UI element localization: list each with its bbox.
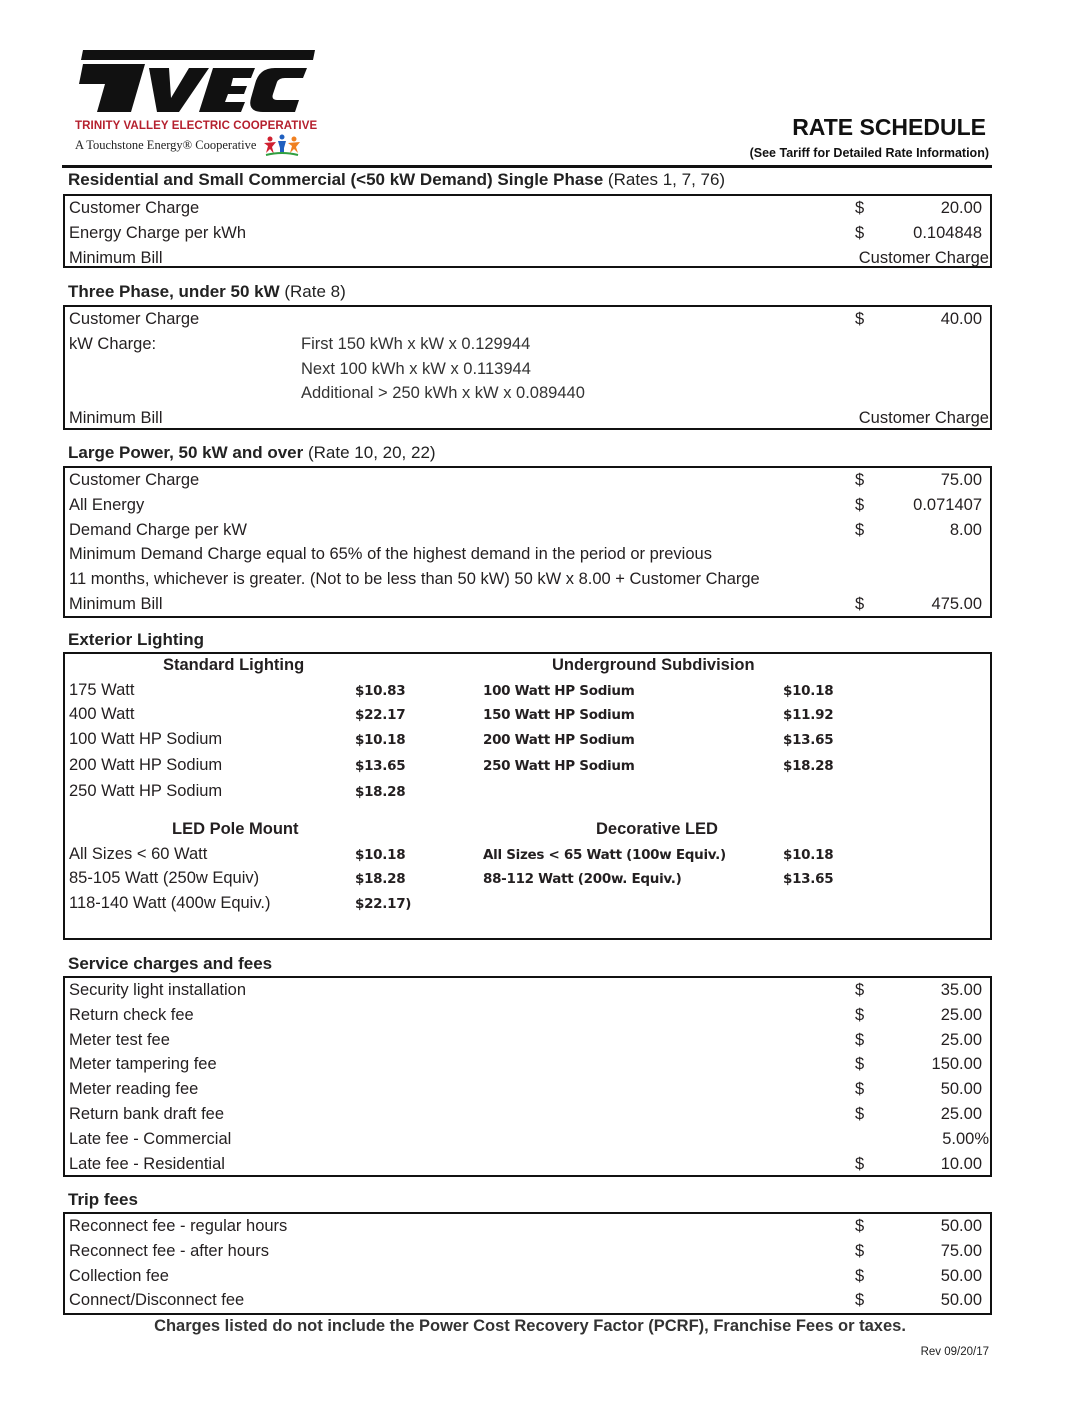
row-label: kW Charge: bbox=[69, 334, 157, 353]
table-row bbox=[65, 468, 990, 493]
table-row bbox=[65, 307, 990, 332]
section-heading-lighting bbox=[68, 630, 204, 650]
kw-tier: Additional > 250 kWh x kW x 0.089440 bbox=[301, 384, 585, 403]
table-row bbox=[65, 592, 990, 617]
table-row bbox=[65, 1288, 990, 1313]
table-row bbox=[65, 493, 990, 518]
row-label: Minimum Bill bbox=[69, 594, 163, 613]
row-label: 11 months, whichever is greater. (Not to be less than 50 kW) 50 kW x 8.00 + Customer Charge bbox=[69, 570, 760, 589]
lighting-item-label: 200 Watt HP Sodium bbox=[69, 756, 223, 774]
lighting-item-label: All Sizes < 60 Watt bbox=[69, 845, 208, 863]
heading-bold: Exterior Lighting bbox=[68, 630, 204, 649]
currency-symbol: $ bbox=[855, 495, 865, 514]
row-value: 10.00 bbox=[940, 1154, 982, 1173]
row-label: Minimum Bill bbox=[69, 409, 163, 428]
currency-symbol: $ bbox=[855, 223, 865, 242]
row-label: Customer Charge bbox=[69, 471, 200, 489]
header-divider bbox=[62, 165, 992, 168]
lighting-item-price: $10.18 bbox=[355, 732, 406, 748]
row-value: 20.00 bbox=[940, 199, 982, 217]
table-row bbox=[65, 1239, 990, 1264]
currency-symbol: $ bbox=[855, 471, 865, 489]
row-value: 0.104848 bbox=[913, 223, 982, 242]
heading-rates: (Rate 10, 20, 22) bbox=[303, 443, 436, 462]
heading-bold: Large Power, 50 kW and over bbox=[68, 443, 304, 462]
lighting-item-price: $18.28 bbox=[783, 758, 834, 774]
table-row bbox=[65, 1052, 990, 1077]
page-title: RATE SCHEDULE bbox=[792, 114, 986, 140]
lighting-table bbox=[63, 652, 992, 940]
currency-symbol: $ bbox=[855, 199, 865, 217]
table-row bbox=[65, 196, 990, 221]
org-name: TRINITY VALLEY ELECTRIC COOPERATIVE bbox=[75, 120, 318, 132]
service-fees-table bbox=[63, 976, 992, 1177]
currency-symbol: $ bbox=[855, 1217, 865, 1235]
row-label: Demand Charge per kW bbox=[69, 520, 247, 539]
trip-fees-table bbox=[63, 1212, 992, 1315]
lighting-item-price: $18.28 bbox=[355, 784, 406, 800]
section-heading-three-phase bbox=[68, 282, 346, 302]
row-label: Late fee - Residential bbox=[69, 1154, 225, 1173]
currency-symbol: $ bbox=[855, 1154, 865, 1173]
row-label: Customer Charge bbox=[69, 199, 200, 217]
currency-symbol: $ bbox=[855, 1080, 865, 1099]
lighting-item-label: 250 Watt HP Sodium bbox=[483, 758, 635, 774]
table-row bbox=[65, 1102, 990, 1127]
row-value: 475.00 bbox=[931, 594, 982, 613]
currency-symbol: $ bbox=[855, 1030, 865, 1049]
row-value: 50.00 bbox=[940, 1291, 982, 1310]
table-row bbox=[65, 1127, 990, 1152]
lighting-item-label: All Sizes < 65 Watt (100w Equiv.) bbox=[483, 847, 726, 863]
row-label: Connect/Disconnect fee bbox=[69, 1291, 245, 1310]
table-row bbox=[65, 518, 990, 543]
lighting-item-label: 250 Watt HP Sodium bbox=[69, 782, 223, 800]
row-label: Collection fee bbox=[69, 1266, 169, 1285]
currency-symbol: $ bbox=[855, 1291, 865, 1310]
table-row bbox=[65, 332, 990, 357]
table-row bbox=[65, 406, 990, 431]
kw-tier: First 150 kWh x kW x 0.129944 bbox=[301, 334, 531, 353]
currency-symbol: $ bbox=[855, 1055, 865, 1074]
lighting-item-price: $10.18 bbox=[355, 847, 406, 863]
row-label: Minimum Bill bbox=[69, 248, 163, 267]
row-label: Meter reading fee bbox=[69, 1080, 199, 1099]
row-value: 35.00 bbox=[940, 981, 982, 999]
tvec-logo-mark-icon bbox=[75, 46, 315, 116]
heading-rates: (Rates 1, 7, 76) bbox=[603, 170, 726, 189]
lighting-item-label: 100 Watt HP Sodium bbox=[483, 683, 635, 699]
row-value: 25.00 bbox=[940, 1104, 982, 1123]
underground-subdivision-title: Underground Subdivision bbox=[552, 656, 755, 674]
currency-symbol: $ bbox=[855, 1241, 865, 1260]
row-label: Reconnect fee - after hours bbox=[69, 1241, 269, 1260]
currency-symbol: $ bbox=[855, 594, 865, 613]
table-row bbox=[65, 381, 990, 406]
lighting-item-price: $13.65 bbox=[783, 732, 834, 748]
table-row bbox=[65, 246, 990, 271]
row-label: Customer Charge bbox=[69, 310, 200, 328]
currency-symbol: $ bbox=[855, 520, 865, 539]
row-value: Customer Charge bbox=[858, 409, 989, 428]
table-row bbox=[65, 221, 990, 246]
row-label: Security light installation bbox=[69, 981, 247, 999]
lighting-item-label: 85-105 Watt (250w Equiv) bbox=[69, 869, 260, 887]
table-row bbox=[65, 1264, 990, 1289]
lighting-item-price: $10.83 bbox=[355, 683, 406, 699]
heading-bold: Residential and Small Commercial (<50 kW Demand) Single Phase bbox=[68, 170, 604, 189]
heading-rates: (Rate 8) bbox=[279, 282, 346, 301]
residential-table bbox=[63, 194, 992, 268]
section-heading-trip bbox=[68, 1190, 138, 1210]
row-value: 50.00 bbox=[940, 1266, 982, 1285]
row-label: Late fee - Commercial bbox=[69, 1129, 232, 1148]
currency-symbol: $ bbox=[855, 1104, 865, 1123]
lighting-item-label: 88-112 Watt (200w. Equiv.) bbox=[483, 871, 682, 887]
row-value: 75.00 bbox=[940, 1241, 982, 1260]
lighting-item-price: $13.65 bbox=[355, 758, 406, 774]
row-label: Energy Charge per kWh bbox=[69, 223, 246, 242]
standard-lighting-title: Standard Lighting bbox=[163, 656, 305, 674]
row-value: 150.00 bbox=[931, 1055, 982, 1074]
three-phase-table bbox=[63, 305, 992, 430]
currency-symbol: $ bbox=[855, 1266, 865, 1285]
section-heading-residential bbox=[68, 170, 725, 190]
touchstone-people-icon bbox=[262, 134, 302, 156]
tagline bbox=[75, 134, 320, 156]
currency-symbol: $ bbox=[855, 1005, 865, 1024]
lighting-item-price: $10.18 bbox=[783, 847, 834, 863]
lighting-item-price: $22.17 bbox=[355, 707, 406, 723]
table-row bbox=[65, 1214, 990, 1239]
large-power-table bbox=[63, 466, 992, 618]
revision-date: Rev 09/20/17 bbox=[920, 1346, 989, 1358]
lighting-item-price: $22.17) bbox=[355, 896, 412, 912]
row-label: All Energy bbox=[69, 495, 145, 514]
section-heading-large-power bbox=[68, 443, 436, 463]
lighting-item-price: $11.92 bbox=[783, 707, 834, 723]
row-value: 25.00 bbox=[940, 1030, 982, 1049]
row-value: 25.00 bbox=[940, 1005, 982, 1024]
table-row bbox=[65, 542, 990, 567]
lighting-item-label: 118-140 Watt (400w Equiv.) bbox=[69, 894, 271, 912]
row-value: 50.00 bbox=[940, 1217, 982, 1235]
decorative-led-title: Decorative LED bbox=[596, 820, 718, 838]
lighting-item-label: 200 Watt HP Sodium bbox=[483, 732, 635, 748]
lighting-item-label: 150 Watt HP Sodium bbox=[483, 707, 635, 723]
row-value: 40.00 bbox=[940, 310, 982, 328]
section-heading-service bbox=[68, 954, 272, 974]
row-label: Reconnect fee - regular hours bbox=[69, 1217, 288, 1235]
heading-bold: Trip fees bbox=[68, 1190, 138, 1209]
table-row bbox=[65, 978, 990, 1003]
table-row bbox=[65, 1077, 990, 1102]
lighting-item-price: $18.28 bbox=[355, 871, 406, 887]
lighting-item-label: 175 Watt bbox=[69, 681, 135, 699]
tagline-text: A Touchstone Energy® Cooperative bbox=[75, 137, 257, 152]
page-subtitle: (See Tariff for Detailed Rate Information) bbox=[749, 146, 989, 160]
row-value: 8.00 bbox=[949, 520, 982, 539]
tvec-logo bbox=[75, 46, 320, 156]
row-value: 75.00 bbox=[940, 471, 982, 489]
table-row bbox=[65, 1152, 990, 1177]
table-row bbox=[65, 1028, 990, 1053]
led-pole-mount-title: LED Pole Mount bbox=[172, 820, 299, 838]
row-value: Customer Charge bbox=[858, 248, 989, 267]
lighting-item-label: 400 Watt bbox=[69, 705, 135, 723]
currency-symbol: $ bbox=[855, 981, 865, 999]
kw-tier: Next 100 kWh x kW x 0.113944 bbox=[301, 359, 531, 378]
row-value: 50.00 bbox=[940, 1080, 982, 1099]
table-row bbox=[65, 567, 990, 592]
table-row bbox=[65, 357, 990, 382]
row-label: Return check fee bbox=[69, 1005, 194, 1024]
lighting-item-price: $10.18 bbox=[783, 683, 834, 699]
currency-symbol: $ bbox=[855, 310, 865, 328]
footnote: Charges listed do not include the Power Cost Recovery Factor (PCRF), Franchise Fees or taxes. bbox=[154, 1317, 906, 1335]
lighting-item-label: 100 Watt HP Sodium bbox=[69, 730, 223, 748]
heading-bold: Service charges and fees bbox=[68, 954, 273, 973]
heading-bold: Three Phase, under 50 kW bbox=[68, 282, 280, 301]
lighting-item-price: $13.65 bbox=[783, 871, 834, 887]
row-label: Return bank draft fee bbox=[69, 1104, 225, 1123]
row-label: Minimum Demand Charge equal to 65% of the highest demand in the period or previous bbox=[69, 545, 712, 564]
row-value: 5.00% bbox=[942, 1129, 989, 1148]
row-value: 0.071407 bbox=[913, 495, 982, 514]
table-row bbox=[65, 1003, 990, 1028]
row-label: Meter tampering fee bbox=[69, 1055, 217, 1074]
row-label: Meter test fee bbox=[69, 1030, 170, 1049]
